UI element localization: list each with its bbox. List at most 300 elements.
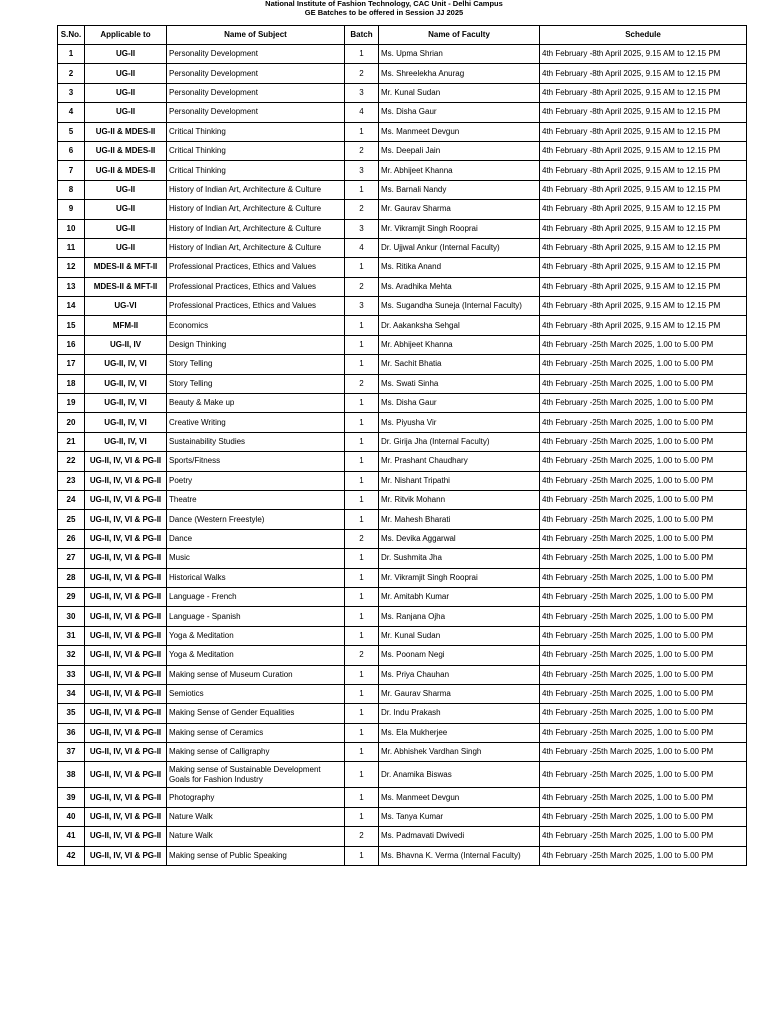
cell-subject: Dance — [167, 529, 345, 548]
cell-applicable: UG-II, IV, VI & PG-II — [85, 665, 167, 684]
cell-applicable: UG-II — [85, 83, 167, 102]
cell-applicable: UG-II & MDES-II — [85, 122, 167, 141]
cell-applicable: UG-II, IV, VI & PG-II — [85, 549, 167, 568]
cell-subject: Personality Development — [167, 45, 345, 64]
cell-sno: 9 — [58, 200, 85, 219]
cell-schedule: 4th February -8th April 2025, 9.15 AM to 12.15 PM — [540, 122, 747, 141]
cell-sno: 36 — [58, 723, 85, 742]
cell-faculty: Ms. Manmeet Devgun — [379, 788, 540, 807]
table-row — [58, 83, 747, 102]
cell-faculty: Mr. Prashant Chaudhary — [379, 452, 540, 471]
cell-subject: Professional Practices, Ethics and Values — [167, 277, 345, 296]
cell-batch: 1 — [345, 471, 379, 490]
cell-schedule: 4th February -25th March 2025, 1.00 to 5.00 PM — [540, 646, 747, 665]
cell-sno: 18 — [58, 374, 85, 393]
cell-subject: History of Indian Art, Architecture & Culture — [167, 180, 345, 199]
cell-subject: Yoga & Meditation — [167, 626, 345, 645]
cell-faculty: Ms. Disha Gaur — [379, 394, 540, 413]
cell-faculty: Mr. Vikramjit Singh Rooprai — [379, 219, 540, 238]
cell-subject: Poetry — [167, 471, 345, 490]
col-header-faculty: Name of Faculty — [379, 26, 540, 45]
cell-batch: 1 — [345, 258, 379, 277]
table-row — [58, 180, 747, 199]
cell-batch: 1 — [345, 607, 379, 626]
cell-subject: Sustainability Studies — [167, 432, 345, 451]
cell-faculty: Dr. Anamika Biswas — [379, 762, 540, 788]
cell-subject: Semiotics — [167, 684, 345, 703]
table-row — [58, 161, 747, 180]
cell-batch: 1 — [345, 807, 379, 826]
session-title: GE Batches to be offered in Session JJ 2025 — [304, 7, 464, 17]
cell-faculty: Dr. Ujjwal Ankur (Internal Faculty) — [379, 238, 540, 257]
cell-schedule: 4th February -8th April 2025, 9.15 AM to 12.15 PM — [540, 64, 747, 83]
cell-sno: 37 — [58, 743, 85, 762]
cell-subject: Dance (Western Freestyle) — [167, 510, 345, 529]
cell-applicable: UG-II, IV, VI & PG-II — [85, 704, 167, 723]
table-row — [58, 723, 747, 742]
table-row — [58, 141, 747, 160]
cell-sno: 26 — [58, 529, 85, 548]
cell-faculty: Mr. Sachit Bhatia — [379, 355, 540, 374]
cell-batch: 1 — [345, 762, 379, 788]
cell-faculty: Ms. Devika Aggarwal — [379, 529, 540, 548]
cell-subject: Language - Spanish — [167, 607, 345, 626]
cell-schedule: 4th February -25th March 2025, 1.00 to 5.00 PM — [540, 743, 747, 762]
table-row — [58, 316, 747, 335]
cell-applicable: UG-II, IV, VI & PG-II — [85, 723, 167, 742]
table-row — [58, 394, 747, 413]
cell-faculty: Mr. Gaurav Sharma — [379, 200, 540, 219]
cell-faculty: Mr. Amitabh Kumar — [379, 587, 540, 606]
cell-schedule: 4th February -8th April 2025, 9.15 AM to 12.15 PM — [540, 83, 747, 102]
cell-subject: History of Indian Art, Architecture & Culture — [167, 238, 345, 257]
cell-batch: 1 — [345, 568, 379, 587]
cell-applicable: UG-II, IV, VI & PG-II — [85, 510, 167, 529]
table-row — [58, 471, 747, 490]
cell-sno: 35 — [58, 704, 85, 723]
table-row — [58, 452, 747, 471]
cell-sno: 15 — [58, 316, 85, 335]
table-body — [58, 45, 747, 866]
cell-batch: 2 — [345, 200, 379, 219]
cell-batch: 1 — [345, 335, 379, 354]
table-row — [58, 788, 747, 807]
cell-schedule: 4th February -25th March 2025, 1.00 to 5.00 PM — [540, 413, 747, 432]
cell-batch: 1 — [345, 549, 379, 568]
cell-subject: History of Indian Art, Architecture & Culture — [167, 200, 345, 219]
cell-applicable: UG-II, IV, VI — [85, 355, 167, 374]
table-row — [58, 665, 747, 684]
cell-schedule: 4th February -8th April 2025, 9.15 AM to 12.15 PM — [540, 103, 747, 122]
cell-schedule: 4th February -8th April 2025, 9.15 AM to 12.15 PM — [540, 297, 747, 316]
cell-sno: 25 — [58, 510, 85, 529]
cell-batch: 1 — [345, 122, 379, 141]
cell-applicable: UG-II — [85, 238, 167, 257]
cell-subject: Economics — [167, 316, 345, 335]
cell-schedule: 4th February -8th April 2025, 9.15 AM to 12.15 PM — [540, 238, 747, 257]
cell-schedule: 4th February -25th March 2025, 1.00 to 5.00 PM — [540, 452, 747, 471]
cell-applicable: UG-II, IV, VI & PG-II — [85, 626, 167, 645]
cell-faculty: Ms. Padmavati Dwivedi — [379, 827, 540, 846]
cell-batch: 1 — [345, 788, 379, 807]
cell-faculty: Dr. Girija Jha (Internal Faculty) — [379, 432, 540, 451]
cell-applicable: UG-II, IV, VI — [85, 432, 167, 451]
cell-batch: 4 — [345, 238, 379, 257]
cell-sno: 21 — [58, 432, 85, 451]
cell-batch: 1 — [345, 45, 379, 64]
cell-schedule: 4th February -8th April 2025, 9.15 AM to 12.15 PM — [540, 316, 747, 335]
cell-faculty: Dr. Aakanksha Sehgal — [379, 316, 540, 335]
cell-applicable: UG-II, IV, VI & PG-II — [85, 529, 167, 548]
cell-sno: 7 — [58, 161, 85, 180]
cell-applicable: UG-II, IV, VI & PG-II — [85, 587, 167, 606]
cell-applicable: UG-II, IV, VI & PG-II — [85, 568, 167, 587]
cell-applicable: UG-II, IV, VI — [85, 374, 167, 393]
cell-faculty: Ms. Aradhika Mehta — [379, 277, 540, 296]
cell-sno: 29 — [58, 587, 85, 606]
cell-sno: 13 — [58, 277, 85, 296]
table-row — [58, 258, 747, 277]
cell-subject: Photography — [167, 788, 345, 807]
table-row — [58, 510, 747, 529]
cell-faculty: Ms. Upma Shrian — [379, 45, 540, 64]
cell-batch: 1 — [345, 846, 379, 865]
cell-sno: 6 — [58, 141, 85, 160]
col-header-subject: Name of Subject — [167, 26, 345, 45]
cell-batch: 3 — [345, 219, 379, 238]
cell-batch: 3 — [345, 83, 379, 102]
cell-faculty: Mr. Nishant Tripathi — [379, 471, 540, 490]
cell-applicable: UG-II, IV, VI & PG-II — [85, 490, 167, 509]
cell-sno: 8 — [58, 180, 85, 199]
cell-subject: Nature Walk — [167, 807, 345, 826]
cell-schedule: 4th February -25th March 2025, 1.00 to 5.00 PM — [540, 490, 747, 509]
cell-applicable: UG-II, IV, VI & PG-II — [85, 452, 167, 471]
table-row — [58, 762, 747, 788]
cell-subject: Story Telling — [167, 355, 345, 374]
ge-batches-table — [57, 25, 747, 866]
table-row — [58, 335, 747, 354]
cell-schedule: 4th February -25th March 2025, 1.00 to 5.00 PM — [540, 827, 747, 846]
cell-schedule: 4th February -25th March 2025, 1.00 to 5.00 PM — [540, 471, 747, 490]
cell-faculty: Ms. Swati Sinha — [379, 374, 540, 393]
cell-applicable: UG-II — [85, 180, 167, 199]
cell-applicable: UG-II, IV, VI & PG-II — [85, 762, 167, 788]
cell-subject: Personality Development — [167, 83, 345, 102]
cell-faculty: Ms. Deepali Jain — [379, 141, 540, 160]
table-row — [58, 529, 747, 548]
table-row — [58, 219, 747, 238]
cell-sno: 10 — [58, 219, 85, 238]
cell-subject: Story Telling — [167, 374, 345, 393]
cell-subject: History of Indian Art, Architecture & Culture — [167, 219, 345, 238]
cell-sno: 1 — [58, 45, 85, 64]
cell-faculty: Ms. Manmeet Devgun — [379, 122, 540, 141]
cell-schedule: 4th February -25th March 2025, 1.00 to 5.00 PM — [540, 788, 747, 807]
cell-schedule: 4th February -25th March 2025, 1.00 to 5.00 PM — [540, 665, 747, 684]
cell-schedule: 4th February -8th April 2025, 9.15 AM to 12.15 PM — [540, 200, 747, 219]
cell-schedule: 4th February -25th March 2025, 1.00 to 5.00 PM — [540, 684, 747, 703]
cell-batch: 1 — [345, 723, 379, 742]
cell-batch: 2 — [345, 64, 379, 83]
table-row — [58, 704, 747, 723]
cell-faculty: Mr. Vikramjit Singh Rooprai — [379, 568, 540, 587]
cell-faculty: Ms. Piyusha Vir — [379, 413, 540, 432]
cell-subject: Making sense of Sustainable Development Goals for Fashion Industry — [167, 762, 345, 788]
cell-sno: 12 — [58, 258, 85, 277]
cell-batch: 4 — [345, 103, 379, 122]
cell-sno: 28 — [58, 568, 85, 587]
table-row — [58, 200, 747, 219]
cell-sno: 16 — [58, 335, 85, 354]
cell-applicable: UG-II — [85, 219, 167, 238]
cell-sno: 42 — [58, 846, 85, 865]
cell-faculty: Ms. Sugandha Suneja (Internal Faculty) — [379, 297, 540, 316]
table-header-row — [58, 26, 747, 45]
cell-subject: Critical Thinking — [167, 141, 345, 160]
institute-title: National Institute of Fashion Technology, CAC Unit - Delhi Campus — [265, 0, 503, 8]
cell-faculty: Ms. Ranjana Ojha — [379, 607, 540, 626]
cell-applicable: MDES-II & MFT-II — [85, 258, 167, 277]
cell-subject: Language - French — [167, 587, 345, 606]
cell-sno: 24 — [58, 490, 85, 509]
cell-sno: 4 — [58, 103, 85, 122]
cell-sno: 31 — [58, 626, 85, 645]
cell-schedule: 4th February -25th March 2025, 1.00 to 5.00 PM — [540, 607, 747, 626]
cell-subject: Yoga & Meditation — [167, 646, 345, 665]
cell-applicable: UG-II, IV, VI — [85, 394, 167, 413]
cell-batch: 2 — [345, 529, 379, 548]
table-row — [58, 587, 747, 606]
cell-batch: 1 — [345, 490, 379, 509]
cell-faculty: Mr. Mahesh Bharati — [379, 510, 540, 529]
cell-faculty: Mr. Ritvik Mohann — [379, 490, 540, 509]
cell-applicable: UG-II — [85, 200, 167, 219]
col-header-applicable: Applicable to — [85, 26, 167, 45]
cell-subject: Critical Thinking — [167, 122, 345, 141]
document-header — [0, 0, 768, 17]
table-row — [58, 743, 747, 762]
cell-sno: 27 — [58, 549, 85, 568]
cell-schedule: 4th February -25th March 2025, 1.00 to 5.00 PM — [540, 587, 747, 606]
table-row — [58, 807, 747, 826]
cell-subject: Sports/Fitness — [167, 452, 345, 471]
cell-subject: Making sense of Calligraphy — [167, 743, 345, 762]
cell-applicable: UG-II, IV, VI & PG-II — [85, 827, 167, 846]
cell-sno: 2 — [58, 64, 85, 83]
cell-applicable: UG-II, IV, VI & PG-II — [85, 646, 167, 665]
cell-schedule: 4th February -25th March 2025, 1.00 to 5.00 PM — [540, 355, 747, 374]
cell-subject: Theatre — [167, 490, 345, 509]
cell-subject: Creative Writing — [167, 413, 345, 432]
cell-schedule: 4th February -8th April 2025, 9.15 AM to 12.15 PM — [540, 180, 747, 199]
table-row — [58, 64, 747, 83]
cell-faculty: Dr. Sushmita Jha — [379, 549, 540, 568]
cell-schedule: 4th February -8th April 2025, 9.15 AM to 12.15 PM — [540, 219, 747, 238]
cell-faculty: Ms. Shreelekha Anurag — [379, 64, 540, 83]
cell-sno: 32 — [58, 646, 85, 665]
cell-subject: Design Thinking — [167, 335, 345, 354]
cell-applicable: UG-VI — [85, 297, 167, 316]
cell-sno: 17 — [58, 355, 85, 374]
cell-subject: Historical Walks — [167, 568, 345, 587]
table-row — [58, 238, 747, 257]
cell-schedule: 4th February -25th March 2025, 1.00 to 5.00 PM — [540, 626, 747, 645]
cell-applicable: UG-II & MDES-II — [85, 161, 167, 180]
cell-faculty: Ms. Priya Chauhan — [379, 665, 540, 684]
cell-faculty: Mr. Abhijeet Khanna — [379, 335, 540, 354]
cell-faculty: Mr. Kunal Sudan — [379, 83, 540, 102]
cell-sno: 40 — [58, 807, 85, 826]
cell-batch: 1 — [345, 394, 379, 413]
table-row — [58, 374, 747, 393]
cell-batch: 3 — [345, 297, 379, 316]
cell-batch: 1 — [345, 432, 379, 451]
cell-sno: 20 — [58, 413, 85, 432]
cell-sno: 33 — [58, 665, 85, 684]
col-header-schedule: Schedule — [540, 26, 747, 45]
cell-faculty: Ms. Ela Mukherjee — [379, 723, 540, 742]
cell-batch: 1 — [345, 665, 379, 684]
cell-applicable: UG-II & MDES-II — [85, 141, 167, 160]
col-header-sno: S.No. — [58, 26, 85, 45]
cell-sno: 34 — [58, 684, 85, 703]
table-row — [58, 355, 747, 374]
cell-applicable: UG-II, IV, VI — [85, 413, 167, 432]
cell-batch: 1 — [345, 413, 379, 432]
cell-subject: Personality Development — [167, 64, 345, 83]
cell-faculty: Mr. Abhishek Vardhan Singh — [379, 743, 540, 762]
cell-schedule: 4th February -25th March 2025, 1.00 to 5.00 PM — [540, 549, 747, 568]
cell-applicable: MDES-II & MFT-II — [85, 277, 167, 296]
cell-batch: 1 — [345, 626, 379, 645]
table-row — [58, 568, 747, 587]
cell-sno: 23 — [58, 471, 85, 490]
cell-batch: 1 — [345, 180, 379, 199]
cell-applicable: MFM-II — [85, 316, 167, 335]
cell-subject: Critical Thinking — [167, 161, 345, 180]
cell-sno: 30 — [58, 607, 85, 626]
cell-applicable: UG-II, IV, VI & PG-II — [85, 743, 167, 762]
cell-faculty: Ms. Tanya Kumar — [379, 807, 540, 826]
cell-schedule: 4th February -25th March 2025, 1.00 to 5.00 PM — [540, 846, 747, 865]
cell-batch: 1 — [345, 452, 379, 471]
cell-schedule: 4th February -8th April 2025, 9.15 AM to 12.15 PM — [540, 141, 747, 160]
table-row — [58, 646, 747, 665]
cell-sno: 5 — [58, 122, 85, 141]
cell-batch: 1 — [345, 684, 379, 703]
table-row — [58, 626, 747, 645]
table-row — [58, 277, 747, 296]
cell-schedule: 4th February -25th March 2025, 1.00 to 5.00 PM — [540, 704, 747, 723]
cell-sno: 3 — [58, 83, 85, 102]
table-row — [58, 607, 747, 626]
table-row — [58, 432, 747, 451]
cell-sno: 11 — [58, 238, 85, 257]
cell-subject: Making sense of Ceramics — [167, 723, 345, 742]
cell-schedule: 4th February -25th March 2025, 1.00 to 5.00 PM — [540, 807, 747, 826]
cell-applicable: UG-II, IV — [85, 335, 167, 354]
cell-batch: 1 — [345, 510, 379, 529]
cell-faculty: Dr. Indu Prakash — [379, 704, 540, 723]
cell-faculty: Ms. Poonam Negi — [379, 646, 540, 665]
cell-faculty: Ms. Barnali Nandy — [379, 180, 540, 199]
cell-schedule: 4th February -25th March 2025, 1.00 to 5.00 PM — [540, 762, 747, 788]
cell-applicable: UG-II, IV, VI & PG-II — [85, 607, 167, 626]
cell-batch: 1 — [345, 743, 379, 762]
cell-schedule: 4th February -25th March 2025, 1.00 to 5.00 PM — [540, 432, 747, 451]
cell-batch: 2 — [345, 277, 379, 296]
col-header-batch: Batch — [345, 26, 379, 45]
table-row — [58, 549, 747, 568]
cell-subject: Professional Practices, Ethics and Values — [167, 258, 345, 277]
cell-subject: Personality Development — [167, 103, 345, 122]
cell-applicable: UG-II — [85, 103, 167, 122]
cell-batch: 1 — [345, 355, 379, 374]
table-row — [58, 103, 747, 122]
table-row — [58, 122, 747, 141]
cell-schedule: 4th February -8th April 2025, 9.15 AM to 12.15 PM — [540, 258, 747, 277]
cell-schedule: 4th February -25th March 2025, 1.00 to 5.00 PM — [540, 335, 747, 354]
cell-subject: Making Sense of Gender Equalities — [167, 704, 345, 723]
cell-schedule: 4th February -25th March 2025, 1.00 to 5.00 PM — [540, 510, 747, 529]
cell-batch: 1 — [345, 704, 379, 723]
cell-applicable: UG-II, IV, VI & PG-II — [85, 807, 167, 826]
cell-faculty: Mr. Gaurav Sharma — [379, 684, 540, 703]
cell-subject: Beauty & Make up — [167, 394, 345, 413]
cell-applicable: UG-II — [85, 45, 167, 64]
cell-subject: Music — [167, 549, 345, 568]
cell-schedule: 4th February -8th April 2025, 9.15 AM to 12.15 PM — [540, 45, 747, 64]
table-row — [58, 490, 747, 509]
cell-faculty: Ms. Ritika Anand — [379, 258, 540, 277]
cell-sno: 41 — [58, 827, 85, 846]
cell-applicable: UG-II — [85, 64, 167, 83]
table-row — [58, 684, 747, 703]
cell-schedule: 4th February -25th March 2025, 1.00 to 5.00 PM — [540, 723, 747, 742]
cell-sno: 19 — [58, 394, 85, 413]
cell-applicable: UG-II, IV, VI & PG-II — [85, 846, 167, 865]
cell-faculty: Mr. Abhijeet Khanna — [379, 161, 540, 180]
table-row — [58, 297, 747, 316]
cell-subject: Making sense of Public Speaking — [167, 846, 345, 865]
cell-sno: 22 — [58, 452, 85, 471]
cell-schedule: 4th February -8th April 2025, 9.15 AM to 12.15 PM — [540, 161, 747, 180]
cell-batch: 1 — [345, 316, 379, 335]
cell-batch: 1 — [345, 587, 379, 606]
cell-batch: 3 — [345, 161, 379, 180]
cell-faculty: Ms. Bhavna K. Verma (Internal Faculty) — [379, 846, 540, 865]
cell-sno: 14 — [58, 297, 85, 316]
cell-schedule: 4th February -8th April 2025, 9.15 AM to 12.15 PM — [540, 277, 747, 296]
cell-batch: 2 — [345, 827, 379, 846]
cell-applicable: UG-II, IV, VI & PG-II — [85, 471, 167, 490]
cell-faculty: Ms. Disha Gaur — [379, 103, 540, 122]
table-row — [58, 846, 747, 865]
cell-schedule: 4th February -25th March 2025, 1.00 to 5.00 PM — [540, 394, 747, 413]
table-row — [58, 413, 747, 432]
cell-sno: 38 — [58, 762, 85, 788]
cell-batch: 2 — [345, 374, 379, 393]
cell-batch: 2 — [345, 141, 379, 160]
cell-faculty: Mr. Kunal Sudan — [379, 626, 540, 645]
cell-sno: 39 — [58, 788, 85, 807]
table-row — [58, 45, 747, 64]
cell-subject: Nature Walk — [167, 827, 345, 846]
cell-subject: Professional Practices, Ethics and Values — [167, 297, 345, 316]
cell-batch: 2 — [345, 646, 379, 665]
cell-schedule: 4th February -25th March 2025, 1.00 to 5.00 PM — [540, 529, 747, 548]
